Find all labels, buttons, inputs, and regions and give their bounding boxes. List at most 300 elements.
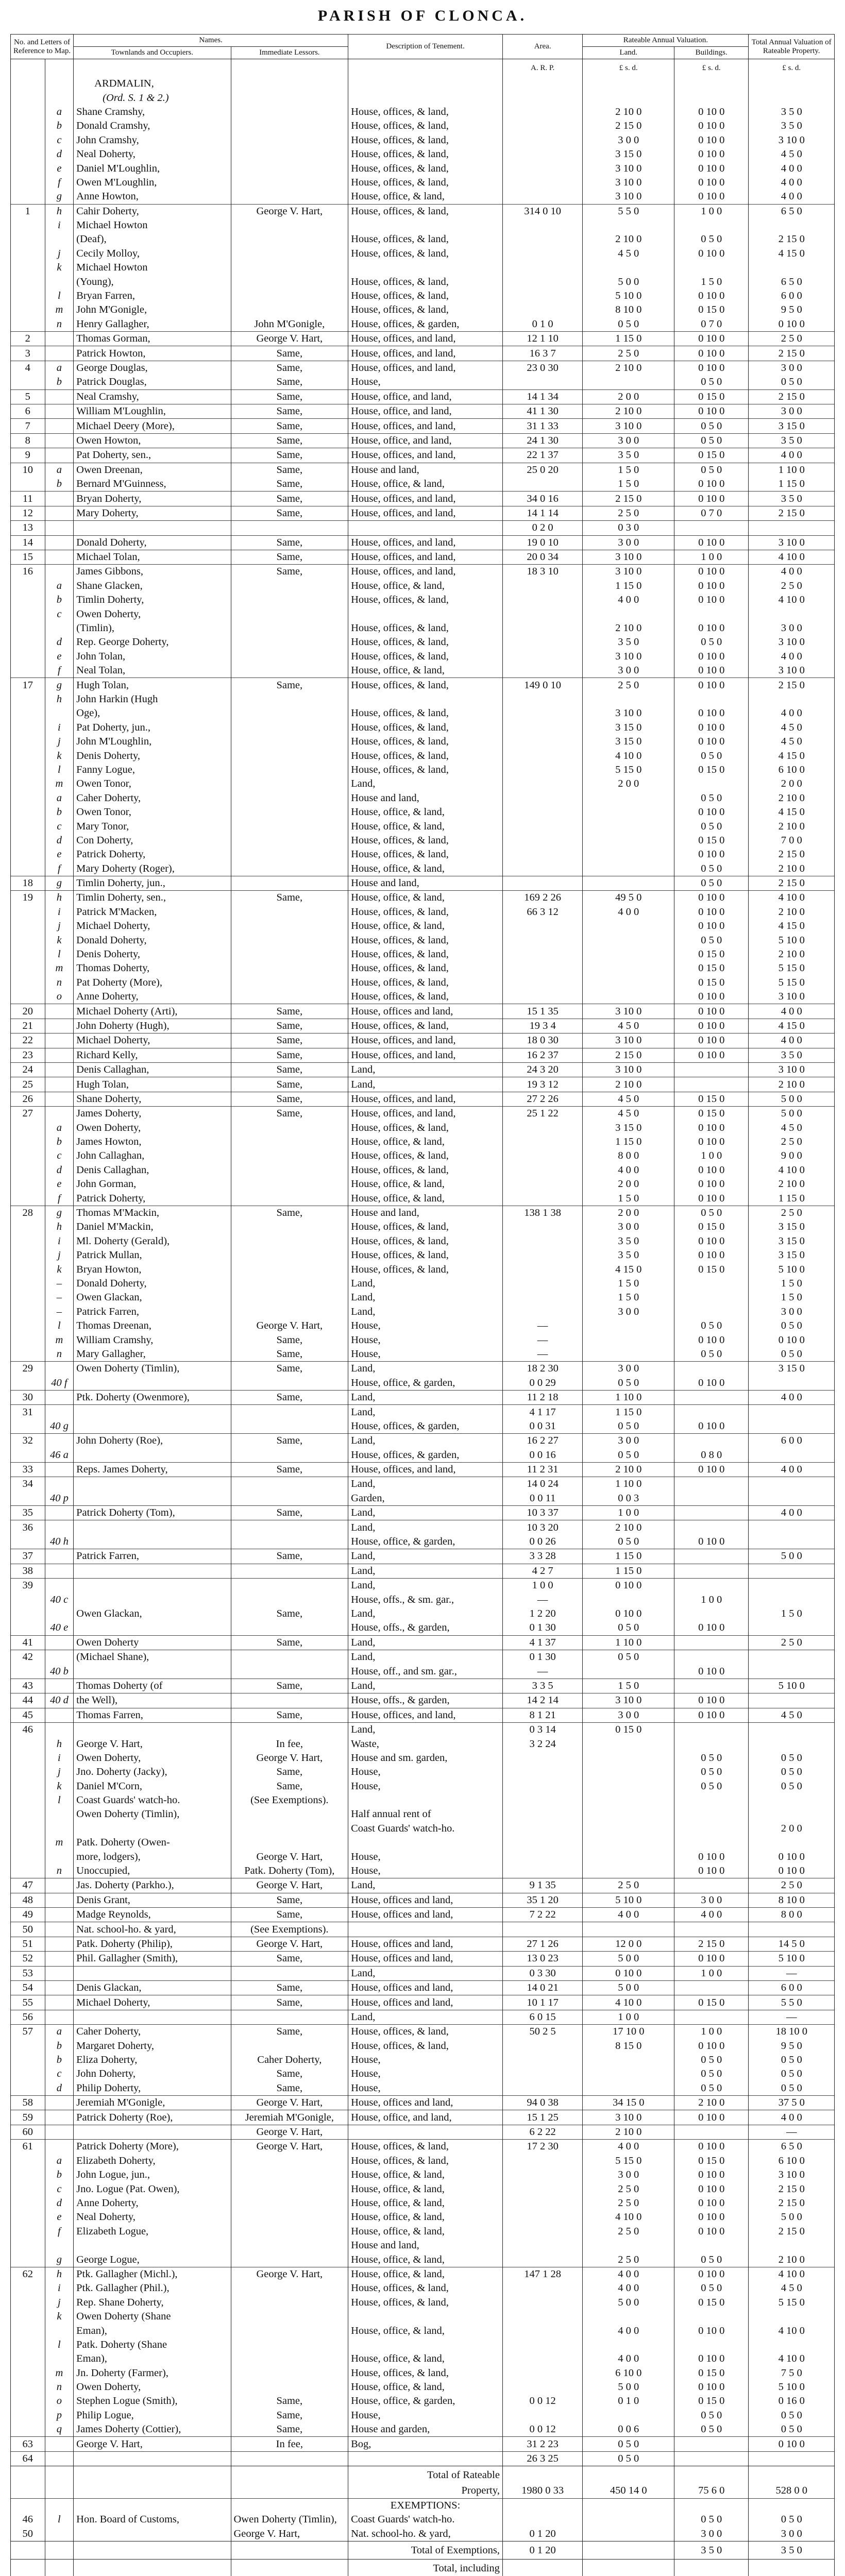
row-description: House, offices, & land, [348,1248,503,1262]
table-row [11,1520,835,1535]
row-ref-letter: h [45,1737,74,1751]
table-row [11,1376,835,1391]
row-lessor: Same, [231,1107,348,1121]
table-row [11,1004,835,1019]
table-row [11,861,835,876]
row-ref-letter: n [45,2380,74,2394]
row-ref-number: 29 [11,1362,45,1376]
row-description: Land, [348,1305,503,1319]
row-buildings-value: 0 10 0 [674,891,749,905]
row-description: House, offices, & land, [348,1220,503,1234]
row-area [502,190,582,204]
row-lessor [231,990,348,1004]
townland-name: ARDMALIN, [74,77,231,91]
row-ref-number [11,1621,45,1635]
buildings-units: £ s. d. [674,59,749,77]
row-lessor [231,692,348,706]
row-ref-letter [45,535,74,550]
row-ref-letter [45,1462,74,1477]
row-buildings-value: 0 10 0 [674,1234,749,1248]
row-buildings-value [674,1277,749,1291]
row-lessor: Same, [231,1679,348,1693]
row-land-value: 3 5 0 [583,1234,674,1248]
row-description: House, office, & land, [348,2380,503,2394]
header-area: Area. [502,35,582,59]
table-row [11,933,835,947]
row-ref-letter: l [45,1793,74,1807]
row-buildings-value: 0 10 0 [674,579,749,593]
table-row [11,550,835,564]
row-occupier: John Doherty (Hugh), [74,1019,231,1033]
table-row [11,361,835,375]
row-ref-letter: l [45,1319,74,1333]
table-row [11,1234,835,1248]
row-description: House, offices, & land, [348,133,503,147]
row-ref-number: 58 [11,2096,45,2110]
row-lessor [231,1535,348,1549]
row-occupier: Denis Doherty, [74,749,231,762]
row-total-value: 5 10 0 [749,2380,835,2394]
row-lessor: Same, [231,361,348,375]
row-total-value [749,218,835,232]
row-buildings-value [674,1564,749,1578]
row-land-value: 0 10 0 [583,1966,674,1980]
row-buildings-value: 0 10 0 [674,1621,749,1635]
row-ref-number: 43 [11,1679,45,1693]
row-area: 0 2 0 [502,521,582,535]
row-total-value [749,1477,835,1492]
row-occupier: Thomas Doherty, [74,961,231,975]
row-buildings-value: 1 5 0 [674,275,749,289]
row-land-value: 5 10 0 [583,289,674,303]
row-buildings-value [674,1607,749,1621]
row-buildings-value [674,1305,749,1319]
row-area [502,692,582,706]
row-area: 22 1 37 [502,448,582,463]
row-occupier: Owen Tonor, [74,805,231,819]
row-occupier: Michael Tolan, [74,550,231,564]
row-total-value [749,1520,835,1535]
row-total-value: 2 10 0 [749,947,835,961]
row-buildings-value [674,1520,749,1535]
row-total-value: 2 5 0 [749,1878,835,1893]
row-description: House, office, & land, [348,2168,503,2182]
row-area [502,834,582,848]
row-occupier: Michael Doherty, [74,1033,231,1048]
row-ref-letter: a [45,1121,74,1135]
table-row [11,1077,835,1092]
table-row [11,749,835,762]
row-land-value [583,2053,674,2067]
row-ref-letter: j [45,1248,74,1262]
row-lessor: Same, [231,1048,348,1062]
row-description: House, [348,2409,503,2422]
row-area [502,1262,582,1276]
row-area: 0 0 11 [502,1492,582,1506]
row-ref-letter [45,232,74,246]
table-row [11,1333,835,1347]
row-ref-number [11,664,45,678]
row-land-value [583,1664,674,1679]
row-ref-letter: m [45,1836,74,1850]
row-ref-number [11,692,45,706]
row-buildings-value: 0 10 0 [674,2324,749,2337]
row-total-value: 0 5 0 [749,1319,835,1333]
row-total-value [749,1376,835,1391]
row-ref-number [11,1765,45,1779]
table-row [11,1477,835,1492]
row-description: House and land, [348,876,503,890]
row-ref-letter [45,1708,74,1722]
row-buildings-value [674,1077,749,1092]
header-total: Total Annual Valuation of Rateable Property. [749,35,835,59]
row-lessor [231,593,348,607]
row-occupier [74,1492,231,1506]
row-land-value: 2 5 0 [583,2252,674,2267]
table-row [11,650,835,664]
row-land-value: 0 0 3 [583,1492,674,1506]
row-total-value: 4 0 0 [749,161,835,175]
row-lessor: Same, [231,535,348,550]
row-occupier: Owen Doherty, [74,2380,231,2394]
row-buildings-value: 0 10 0 [674,133,749,147]
row-land-value: 2 5 0 [583,678,674,692]
row-ref-number: 60 [11,2125,45,2139]
row-ref-letter [45,2140,74,2154]
row-description: House, offices and land, [348,2096,503,2110]
row-ref-number [11,1751,45,1765]
row-area [502,477,582,492]
row-total-value: 3 15 0 [749,1220,835,1234]
row-ref-number [11,1248,45,1262]
row-total-value: 2 15 0 [749,2196,835,2210]
row-occupier: Nat. school-ho. & yard, [74,1922,231,1937]
row-ref-number: 52 [11,1952,45,1966]
row-ref-letter: g [45,678,74,692]
row-area: 0 0 16 [502,1448,582,1463]
row-ref-letter [45,332,74,346]
row-buildings-value: 0 5 0 [674,433,749,448]
row-occupier: Bernard M'Guinness, [74,477,231,492]
exemption-2-buildings: 3 0 0 [674,2527,749,2541]
table-row [11,1679,835,1693]
row-land-value: 5 0 0 [583,275,674,289]
row-ref-letter: d [45,147,74,161]
row-buildings-value: 0 10 0 [674,1419,749,1434]
row-description: House, [348,1347,503,1362]
table-row [11,1319,835,1333]
row-lessor [231,2225,348,2239]
row-buildings-value: 0 10 0 [674,565,749,579]
row-occupier: Eman), [74,2352,231,2366]
row-total-value: 0 5 0 [749,2053,835,2067]
row-area [502,2225,582,2239]
table-row [11,1664,835,1679]
row-total-value: 3 10 0 [749,664,835,678]
row-lessor: Same, [231,448,348,463]
row-occupier: Donald Doherty, [74,933,231,947]
row-occupier: Patrick Doherty (Tom), [74,1506,231,1520]
row-land-value: 8 0 0 [583,1149,674,1163]
exemption-1-description: Coast Guards' watch-ho. [348,2513,503,2527]
row-ref-number [11,1121,45,1135]
row-ref-letter: g [45,876,74,890]
row-area: 20 0 34 [502,550,582,564]
row-land-value: 2 15 0 [583,1048,674,1062]
row-land-value [583,2239,674,2252]
row-lessor [231,1621,348,1635]
row-occupier: Cecily Molloy, [74,247,231,261]
row-area: 25 1 22 [502,1107,582,1121]
row-lessor: Same, [231,2394,348,2408]
row-area [502,2039,582,2053]
table-row [11,1191,835,1206]
table-row [11,119,835,133]
table-row [11,621,835,635]
row-description: Land, [348,1549,503,1564]
row-ref-number [11,1149,45,1163]
row-occupier: Shane Glacken, [74,579,231,593]
row-land-value: 3 10 0 [583,550,674,564]
row-land-value: 0 15 0 [583,1722,674,1737]
row-ref-letter [45,1679,74,1693]
row-buildings-value: 2 15 0 [674,1937,749,1951]
row-lessor [231,1836,348,1850]
row-description [348,607,503,621]
row-total-value: 3 10 0 [749,2168,835,2182]
row-lessor: George V. Hart, [231,2125,348,2139]
row-occupier: Owen Doherty, [74,1121,231,1135]
row-ref-letter [45,404,74,418]
row-total-value: 5 15 0 [749,961,835,975]
row-occupier: John Doherty (Roe), [74,1434,231,1448]
row-ref-number [11,1234,45,1248]
row-occupier: Pat Doherty, jun., [74,721,231,735]
row-lessor [231,1135,348,1149]
row-lessor: Same, [231,1607,348,1621]
row-description: Coast Guards' watch-ho. [348,1822,503,1836]
row-area: 0 0 31 [502,1419,582,1434]
row-ref-number: 15 [11,550,45,564]
row-lessor [231,2352,348,2366]
row-ref-number: 8 [11,433,45,448]
row-land-value: 3 15 0 [583,721,674,735]
row-description: House, office, & land, [348,891,503,905]
row-buildings-value [674,1492,749,1506]
row-ref-number: 41 [11,1635,45,1650]
row-buildings-value: 0 10 0 [674,1163,749,1177]
row-land-value [583,1333,674,1347]
row-ref-number: 21 [11,1019,45,1033]
row-ref-number: 24 [11,1062,45,1077]
row-area: 19 3 4 [502,1019,582,1033]
row-occupier: Owen Doherty (Shane [74,2310,231,2324]
table-row [11,2140,835,2154]
row-land-value: 2 10 0 [583,404,674,418]
row-buildings-value [674,1291,749,1304]
table-row [11,1592,835,1606]
row-area: 15 1 25 [502,2110,582,2125]
row-ref-letter: g [45,2252,74,2267]
table-row [11,1048,835,1062]
row-description: Land, [348,1277,503,1291]
row-occupier: Owen Howton, [74,433,231,448]
row-total-value: 8 0 0 [749,1908,835,1922]
row-ref-number [11,607,45,621]
row-land-value [583,1807,674,1821]
row-land-value: 2 0 0 [583,389,674,404]
row-ref-number [11,2380,45,2394]
row-occupier: Elizabeth Doherty, [74,2154,231,2168]
row-area: 14 2 14 [502,1693,582,1708]
row-ref-number [11,1277,45,1291]
table-row [11,2096,835,2110]
table-row [11,763,835,777]
row-ref-number [11,1347,45,1362]
table-row [11,1779,835,1793]
row-occupier: more, lodgers), [74,1850,231,1863]
row-land-value: 0 0 6 [583,2422,674,2437]
row-ref-number: 2 [11,332,45,346]
row-lessor [231,919,348,933]
row-lessor [231,1492,348,1506]
table-row [11,448,835,463]
row-ref-letter: j [45,247,74,261]
row-ref-letter: m [45,2366,74,2380]
row-total-value [749,1405,835,1419]
row-ref-letter: – [45,1305,74,1319]
row-ref-letter: f [45,176,74,190]
table-row [11,419,835,433]
row-lessor: Same, [231,565,348,579]
row-ref-number: 38 [11,1564,45,1578]
row-lessor [231,1121,348,1135]
row-ref-number: 49 [11,1908,45,1922]
table-row [11,1850,835,1863]
row-lessor [231,721,348,735]
row-buildings-value: 0 7 0 [674,506,749,520]
row-ref-number [11,2196,45,2210]
row-ref-letter: 40 d [45,1693,74,1708]
table-row [11,105,835,119]
row-occupier: Michael Doherty, [74,919,231,933]
row-description: House, [348,1765,503,1779]
row-description: Land, [348,1878,503,1893]
row-total-value: 3 15 0 [749,1248,835,1262]
row-area: 16 2 37 [502,1048,582,1062]
row-occupier [74,1405,231,1419]
table-row [11,375,835,389]
row-land-value: 4 10 0 [583,749,674,762]
valuation-page [10,0,835,2576]
row-buildings-value: 0 10 0 [674,593,749,607]
row-total-value: 4 0 0 [749,565,835,579]
row-occupier: Bryan Farren, [74,289,231,303]
row-ref-number [11,161,45,175]
row-total-value: 3 0 0 [749,361,835,375]
row-occupier: Daniel M'Corn, [74,1779,231,1793]
row-lessor [231,275,348,289]
row-land-value: 3 10 0 [583,706,674,720]
row-buildings-value [674,1635,749,1650]
row-ref-letter [45,1722,74,1737]
row-lessor [231,961,348,975]
row-land-value [583,2067,674,2081]
row-total-value: 2 15 0 [749,848,835,861]
row-buildings-value [674,1922,749,1937]
row-ref-letter: b [45,2168,74,2182]
row-lessor [231,976,348,990]
row-description: Waste, [348,1737,503,1751]
row-area: 0 0 26 [502,1535,582,1549]
row-lessor: George V. Hart, [231,204,348,218]
row-ref-letter [45,275,74,289]
row-ref-letter [45,2010,74,2024]
row-land-value: 1 10 0 [583,1390,674,1404]
row-lessor: Same, [231,1434,348,1448]
row-buildings-value [674,2338,749,2352]
row-total-value: 4 15 0 [749,805,835,819]
row-description: House and land, [348,2239,503,2252]
row-lessor [231,1448,348,1463]
row-total-value: 3 10 0 [749,990,835,1004]
row-ref-letter: p [45,2409,74,2422]
row-lessor [231,1305,348,1319]
row-lessor [231,1248,348,1262]
row-ref-letter: c [45,1149,74,1163]
row-area: 3 3 28 [502,1549,582,1564]
row-occupier: Mary Gallagher, [74,1347,231,1362]
row-buildings-value: 0 5 0 [674,749,749,762]
table-row [11,1765,835,1779]
table-row [11,332,835,346]
row-buildings-value: 0 10 0 [674,535,749,550]
table-row [11,2352,835,2366]
row-land-value: 3 5 0 [583,635,674,649]
row-area: 13 0 23 [502,1952,582,1966]
row-description: House, offices, & land, [348,621,503,635]
row-description: House, offices, & land, [348,1163,503,1177]
table-row [11,1980,835,1995]
row-total-value [749,1922,835,1937]
row-total-value: 2 15 0 [749,876,835,890]
row-buildings-value [674,261,749,275]
row-occupier: Phil. Gallagher (Smith), [74,1952,231,1966]
row-area: 23 0 30 [502,361,582,375]
row-total-value: 18 10 0 [749,2025,835,2039]
row-ref-number: 11 [11,492,45,506]
row-ref-number: 5 [11,389,45,404]
row-buildings-value [674,2310,749,2324]
row-lessor: George V. Hart, [231,2096,348,2110]
row-lessor [231,2296,348,2310]
row-total-value: 2 10 0 [749,1077,835,1092]
row-land-value: 1 0 0 [583,2010,674,2024]
row-occupier: John Tolan, [74,650,231,664]
header-description: Description of Tenement. [348,35,503,59]
table-row [11,919,835,933]
row-total-value: 7 5 0 [749,2366,835,2380]
row-land-value: 3 10 0 [583,650,674,664]
table-row [11,1062,835,1077]
row-ref-number [11,777,45,791]
row-land-value: 4 5 0 [583,247,674,261]
row-occupier: George V. Hart, [74,2437,231,2451]
row-lessor [231,2196,348,2210]
row-description: Land, [348,1506,503,1520]
row-lessor: Same, [231,375,348,389]
table-row [11,1206,835,1220]
